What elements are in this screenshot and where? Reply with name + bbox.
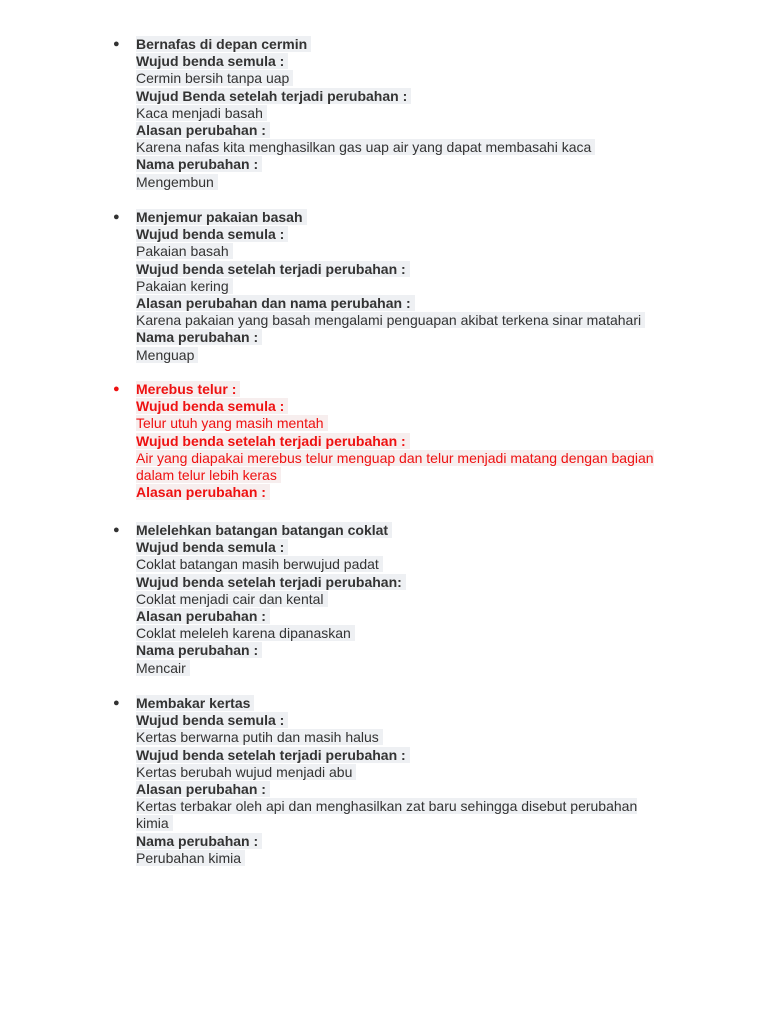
bullet-icon: ●	[113, 211, 120, 223]
field-value: Mengembun	[136, 174, 218, 190]
field-label: Alasan perubahan :	[136, 781, 270, 797]
label-line	[110, 781, 710, 798]
value-line	[110, 312, 710, 329]
label-line	[110, 747, 710, 764]
item-title-line	[110, 522, 710, 539]
value-line	[110, 278, 710, 295]
field-value: Kertas terbakar oleh api dan menghasilkan zat baru sehingga disebut perubahan kimia	[136, 798, 638, 832]
field-value: Menguap	[136, 347, 198, 363]
value-line	[110, 243, 710, 260]
value-line	[110, 139, 710, 156]
label-line	[110, 53, 710, 70]
value-line	[110, 105, 710, 122]
item-title: Merebus telur :	[136, 381, 240, 397]
list-item-highlighted	[110, 381, 710, 501]
label-line	[110, 295, 710, 312]
field-value: Kaca menjadi basah	[136, 105, 267, 121]
value-line	[110, 450, 676, 484]
field-value: Coklat menjadi cair dan kental	[136, 591, 328, 607]
list-item	[110, 695, 710, 867]
field-label: Wujud Benda setelah terjadi perubahan :	[136, 88, 411, 104]
label-line	[110, 574, 710, 591]
field-label: Wujud benda setelah terjadi perubahan :	[136, 433, 410, 449]
field-label: Wujud benda setelah terjadi perubahan :	[136, 747, 410, 763]
field-value: Mencair	[136, 660, 190, 676]
field-label: Nama perubahan :	[136, 156, 262, 172]
label-line	[110, 156, 710, 173]
item-title-line	[110, 209, 710, 226]
field-value: Telur utuh yang masih mentah	[136, 415, 328, 431]
list-item	[110, 36, 710, 191]
field-label: Wujud benda semula :	[136, 398, 288, 414]
value-line	[110, 660, 710, 677]
field-label: Nama perubahan :	[136, 329, 262, 345]
field-value: Kertas berwarna putih dan masih halus	[136, 729, 383, 745]
field-value: Karena pakaian yang basah mengalami penguapan akibat terkena sinar matahari	[136, 312, 645, 328]
value-line	[110, 415, 710, 432]
item-title-line	[110, 695, 710, 712]
label-line	[110, 88, 710, 105]
value-line	[110, 174, 710, 191]
bullet-icon: ●	[113, 697, 120, 709]
field-value: Kertas berubah wujud menjadi abu	[136, 764, 356, 780]
label-line	[110, 261, 710, 278]
value-line	[110, 729, 710, 746]
field-label: Wujud benda semula :	[136, 539, 288, 555]
field-label: Wujud benda semula :	[136, 53, 288, 69]
bullet-icon: ●	[113, 383, 120, 395]
label-line	[110, 608, 710, 625]
value-line	[110, 625, 710, 642]
label-line	[110, 433, 710, 450]
label-line	[110, 539, 710, 556]
bullet-icon: ●	[113, 524, 120, 536]
field-value: Perubahan kimia	[136, 850, 245, 866]
item-title-line	[110, 381, 710, 398]
field-value: Karena nafas kita menghasilkan gas uap air yang dapat membasahi kaca	[136, 139, 595, 155]
label-line	[110, 122, 710, 139]
field-label: Alasan perubahan dan nama perubahan :	[136, 295, 415, 311]
field-label: Nama perubahan :	[136, 642, 262, 658]
item-title-line	[110, 36, 710, 53]
list-item	[110, 209, 710, 364]
value-line	[110, 850, 710, 867]
bullet-icon: ●	[113, 38, 120, 50]
item-title: Menjemur pakaian basah	[136, 209, 307, 225]
field-label: Wujud benda setelah terjadi perubahan:	[136, 574, 406, 590]
list-item	[110, 522, 710, 677]
label-line	[110, 398, 710, 415]
label-line	[110, 329, 710, 346]
field-label: Nama perubahan :	[136, 833, 262, 849]
field-value: Coklat batangan masih berwujud padat	[136, 556, 383, 572]
value-line	[110, 764, 710, 781]
field-label: Wujud benda setelah terjadi perubahan :	[136, 261, 410, 277]
field-value: Coklat meleleh karena dipanaskan	[136, 625, 355, 641]
field-value: Air yang diapakai merebus telur menguap dan telur menjadi matang dengan bagian dalam telur lebih keras	[136, 449, 654, 483]
label-line	[110, 484, 710, 501]
value-line	[110, 347, 710, 364]
field-label: Wujud benda semula :	[136, 226, 288, 242]
label-line	[110, 833, 710, 850]
value-line	[110, 556, 710, 573]
field-label: Alasan perubahan :	[136, 608, 270, 624]
item-title: Bernafas di depan cermin	[136, 36, 311, 52]
value-line	[110, 70, 710, 87]
field-value: Pakaian kering	[136, 278, 233, 294]
item-title: Melelehkan batangan batangan coklat	[136, 522, 392, 538]
value-line	[110, 798, 676, 832]
field-label: Alasan perubahan :	[136, 122, 270, 138]
label-line	[110, 226, 710, 243]
label-line	[110, 712, 710, 729]
label-line	[110, 642, 710, 659]
field-label: Wujud benda semula :	[136, 712, 288, 728]
field-value: Cermin bersih tanpa uap	[136, 70, 293, 86]
value-line	[110, 591, 710, 608]
item-title: Membakar kertas	[136, 695, 254, 711]
field-label: Alasan perubahan :	[136, 484, 270, 500]
field-value: Pakaian basah	[136, 243, 233, 259]
